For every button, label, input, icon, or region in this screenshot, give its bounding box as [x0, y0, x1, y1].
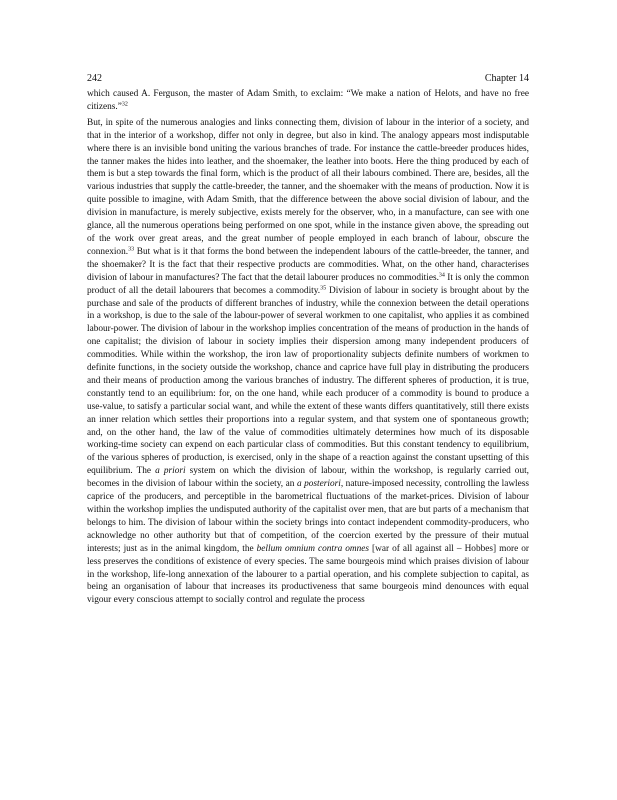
paragraph-2-sentence-1: But, in spite of the numerous analogies and links connecting them, division of labour in the interior of a society, and that in the interior of a workshop, differ not only in degree, but also in kind. The analogy appears most indisputable where there is an invisible bond uniting the various branches of trade. For instance the cattle-breeder produces hides, the tanner makes the hides into leather, and the shoemaker, the leather into boots. Here the thing produced by each of them is but a step towards the final form, which is the product of all their labours combined. There are, besides, all the various industries that supply the cattle-breeder, the tanner, and the shoemaker with the means of production. Now it is quite possible to imagine, with Adam Smith, that the difference between the above social division of labour, and the division in manufacture, is merely subjective, exists merely for the observer, who, in a manufacture, can see with one glance, all the numerous operations being performed on one spot, while in the instance given above, the spreading out of the work over great areas, and the great number of people employed in each branch of labour, obscure the connexion. [87, 117, 529, 257]
paragraph-2-sentence-5: system on which the division of labour, within the workshop, is regularly carried out, becomes in the division of labour within the society, an [87, 466, 530, 490]
footnote-ref-34: 34 [438, 272, 445, 279]
footnote-ref-33: 33 [128, 246, 135, 253]
term-a-posteriori: a posteriori [296, 479, 341, 490]
paragraph-2-sentence-2: But what is it that forms the bond between the independent labours of the cattle-breeder, the tanner, and the shoemaker? It is the fact that their respective products are commodities. What, on the other hand, characterises division of labour in manufactures? The fact that the detail labourer produces no commodities. [87, 246, 529, 283]
term-a-priori: a priori [155, 466, 186, 477]
term-bellum-omnium: bellum omnium contra omnes [256, 543, 370, 554]
paragraph-1 [87, 88, 529, 114]
paragraph-2 [87, 117, 529, 607]
chapter-title: Chapter 14 [484, 73, 529, 84]
paragraph-2-sentence-6: , nature-imposed necessity, controlling the lawless caprice of the producers, and perceptible in the barometrical fluctuations of the market-prices. Division of labour within the workshop implies the undisputed authority of the capitalist over men, that are but parts of a mechanism that belongs to him. The division of labour within the society brings into contact independent commodity-producers, who acknowledge no other authority but that of competition, of the coercion exerted by the pressure of their mutual interests; just as in the animal kingdom, the [87, 479, 529, 554]
paragraph-2-sentence-3: It is only the common product of all the detail labourers that becomes a commodity. [87, 272, 530, 296]
footnote-ref-32: 32 [121, 101, 128, 108]
paragraph-2-sentence-4: Division of labour in society is brought about by the purchase and sale of the products of different branches of industry, while the connexion between the detail operations in a workshop, is due to the sale of the labour-power of several workmen to one capitalist, who applies it as combined labour-power. The division of labour in the workshop implies concentration of the means of production in the hands of one capitalist; the division of labour in society implies their dispersion among many independent producers of commodities. While within the workshop, the iron law of proportionality subjects definite numbers of workmen to definite functions, in the society outside the workshop, chance and caprice have full play in distributing the producers and their means of production among the various branches of industry. The different spheres of production, it is true, constantly tend to an equilibrium: for, on the one hand, while each producer of a commodity is bound to produce a use-value, to satisfy a particular social want, and while the extent of these wants differs quantitatively, still there exists an inner relation which settles their proportions into a regular system, and that system one of spontaneous growth; and, on the other hand, the law of the value of commodities ultimately determines how much of its disposable working-time society can expend on each particular class of commodities. But this constant tendency to equilibrium, of the various spheres of production, is exercised, only in the shape of a reaction against the constant upsetting of this equilibrium. The [87, 285, 529, 477]
page-number: 242 [87, 73, 102, 84]
paragraph-2-sentence-7: [war of all against all – Hobbes] more or less preserves the conditions of existence of every species. The same bourgeois mind which praises division of labour in the workshop, life-long annexation of the labourer to a partial operation, and his complete subjection to capital, as being an organisation of labour that increases its productiveness that same bourgeois mind denounces with equal vigour every conscious attempt to socially control and regulate the process [87, 543, 529, 606]
paragraph-1-text: which caused A. Ferguson, the master of Adam Smith, to exclaim: “We make a nation of Helots, and have no free citizens.” [87, 89, 529, 112]
footnote-ref-35: 35 [320, 285, 327, 292]
body-text [87, 88, 529, 607]
